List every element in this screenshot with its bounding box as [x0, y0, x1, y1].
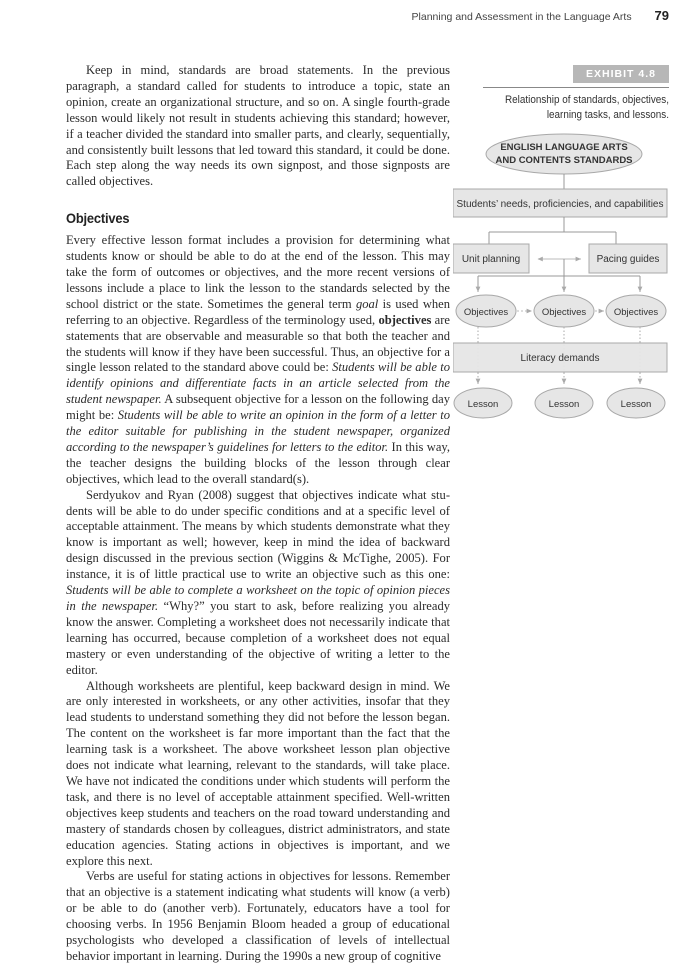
svg-text:Objectives: Objectives: [613, 307, 659, 318]
paragraph-standards: Keep in mind, standards are broad statements. In the previous paragraph, a standard called for students to introduce a topic, state an opinion, create an organizational structure, and so on. A single fourth-grade lesson would likely not result in students achieving this standard; however, if a teacher divided the standard into smaller parts, and clearly, sequentially, and consistently built lessons that led toward this standard, it could be done. Each step along the way needs its own signpost, and those signposts are called objectives.: [66, 63, 450, 189]
lesson-ellipse-2: [535, 388, 593, 418]
paragraph-serdyukov: Serdyukov and Ryan (2008) suggest that objectives indicate what students will be able to do under specific conditions and at a specific level of acceptable attainment. The means by which students demonstrate what they know is important as well; however, keep in mind the idea of backward design discussed in the previous section (Wiggins & McTighe, 2005). For instance, it is of little practical use to write an objective such as this one: Students will be able to complete a worksheet on the topic of opinion pieces in the newspaper. “Why?” you start to ask, before realizing you already know the answer. Completing a worksheet does not necessarily indicate that learning has occurred, because completion of a worksheet does not equal mastery or even understanding of the objective of writing a letter to the editor.: [66, 487, 450, 677]
exhibit-header: [453, 64, 669, 123]
example-objective-1: Students will be able to identify opinions and differentiate facts in an article selected from the student newspaper.: [66, 360, 450, 407]
example-objective-worksheet: Students will be able to complete a worksheet on the topic of opinion pieces in the newspaper.: [66, 583, 450, 613]
svg-text:Lesson: Lesson: [620, 399, 652, 410]
exhibit-diagram: [453, 128, 669, 458]
svg-text:Lesson: Lesson: [467, 399, 499, 410]
unit-planning-box: [453, 244, 529, 273]
objectives-ellipse-2: [534, 295, 594, 327]
page-number: 79: [654, 8, 669, 23]
objectives-ellipse-3: [606, 295, 666, 327]
body-column: [66, 63, 450, 965]
running-head-title: Planning and Assessment in the Language Arts: [411, 11, 632, 23]
paragraph-objectives: Every effective lesson format includes a provision for determining what students know or should be able to do at the end of the lesson. This may take the form of outcomes or objectives, and the more recent versions of lessons include a place to link the lesson to the standards selected by the school district or the state. Sometimes the general term goal is used when referring to an objective. Regardless of the terminology used, objectives are statements that are observable and measurable so that both the teacher and the students will know if they have been successful. Thus, an objective for a single lesson related to the standard above could be: Students will be able to identify opinions and differentiate facts in an article selected from the student newspaper. A subsequent objective for a lesson on the following day might be: Students will be able to write an opinion in the form of a letter to the editor suitable for publishing in the student newspaper, organized according to the newspaper’s guidelines for letters to the editor. In this way, the teacher designs the building blocks of the lesson through clear objectives, which lead to the overall standard(s).: [66, 233, 451, 486]
term-objectives: objectives: [378, 312, 432, 327]
example-objective-2: Students will be able to write an opinion in the form of a letter to the editor suitable for publishing in the student newspaper, organized according to the newspaper’s guidelines for letters to the editor.: [66, 408, 450, 454]
svg-text:Unit planning: Unit planning: [461, 254, 521, 265]
exhibit-divider: [483, 87, 669, 88]
exhibit-badge: EXHIBIT 4.8: [573, 65, 669, 83]
lesson-ellipse-1: [454, 388, 512, 418]
svg-text:Lesson: Lesson: [548, 399, 580, 410]
standards-ellipse: [486, 134, 642, 174]
section-heading-objectives: Objectives: [66, 210, 130, 227]
needs-box: [453, 189, 667, 217]
svg-text:Pacing guides: Pacing guides: [596, 254, 660, 265]
literacy-demands-box: [453, 343, 667, 372]
paragraph-verbs: Verbs are useful for stating actions in objectives for lessons. Remember that an objective is a statement indicating what students will know (a verb) or be able to do (another verb). Fortunately, educators have a tool for choosing verbs. In 1956 Benjamin Bloom headed a group of educational psychologists who developed a classification of levels of intellectual behavior important in learning. During the 1990s a new group of cognitive: [66, 869, 450, 963]
pacing-guides-box: [589, 244, 667, 273]
term-goal: goal: [355, 296, 379, 311]
svg-text:AND CONTENTS STANDARDS: AND CONTENTS STANDARDS: [495, 155, 633, 166]
objectives-ellipse-1: [456, 295, 516, 327]
svg-text:Objectives: Objectives: [541, 307, 587, 318]
exhibit-caption: Relationship of standards, objectives, learning tasks, and lessons.: [505, 94, 669, 121]
lesson-ellipse-3: [607, 388, 665, 418]
paragraph-worksheets: Although worksheets are plentiful, keep backward design in mind. We are only interested in worksheets, or any other activities, insofar that they lead students to understand something they did not before the lesson began. The content on the worksheet is far more important than the fact that the learning task is a worksheet. The above worksheet lesson plan objective does not indicate what learning, relevant to the standards, will take place. We have not indicated the conditions under which students will perform the task, and there is no level of acceptable attainment specified. Well-written objectives keep students and teachers on the road toward understanding and mastery of standards chosen by colleagues, district administrators, and state education agencies. Stating actions in objectives is important, and we explore this next.: [66, 678, 450, 868]
svg-text:ENGLISH LANGUAGE ARTS: ENGLISH LANGUAGE ARTS: [500, 142, 628, 153]
svg-text:Literacy demands: Literacy demands: [520, 353, 600, 364]
svg-text:Objectives: Objectives: [463, 307, 509, 318]
svg-text:Students’ needs, proficiencies: Students’ needs, proficiencies, and capabilities: [456, 199, 664, 210]
running-head: [0, 8, 669, 23]
